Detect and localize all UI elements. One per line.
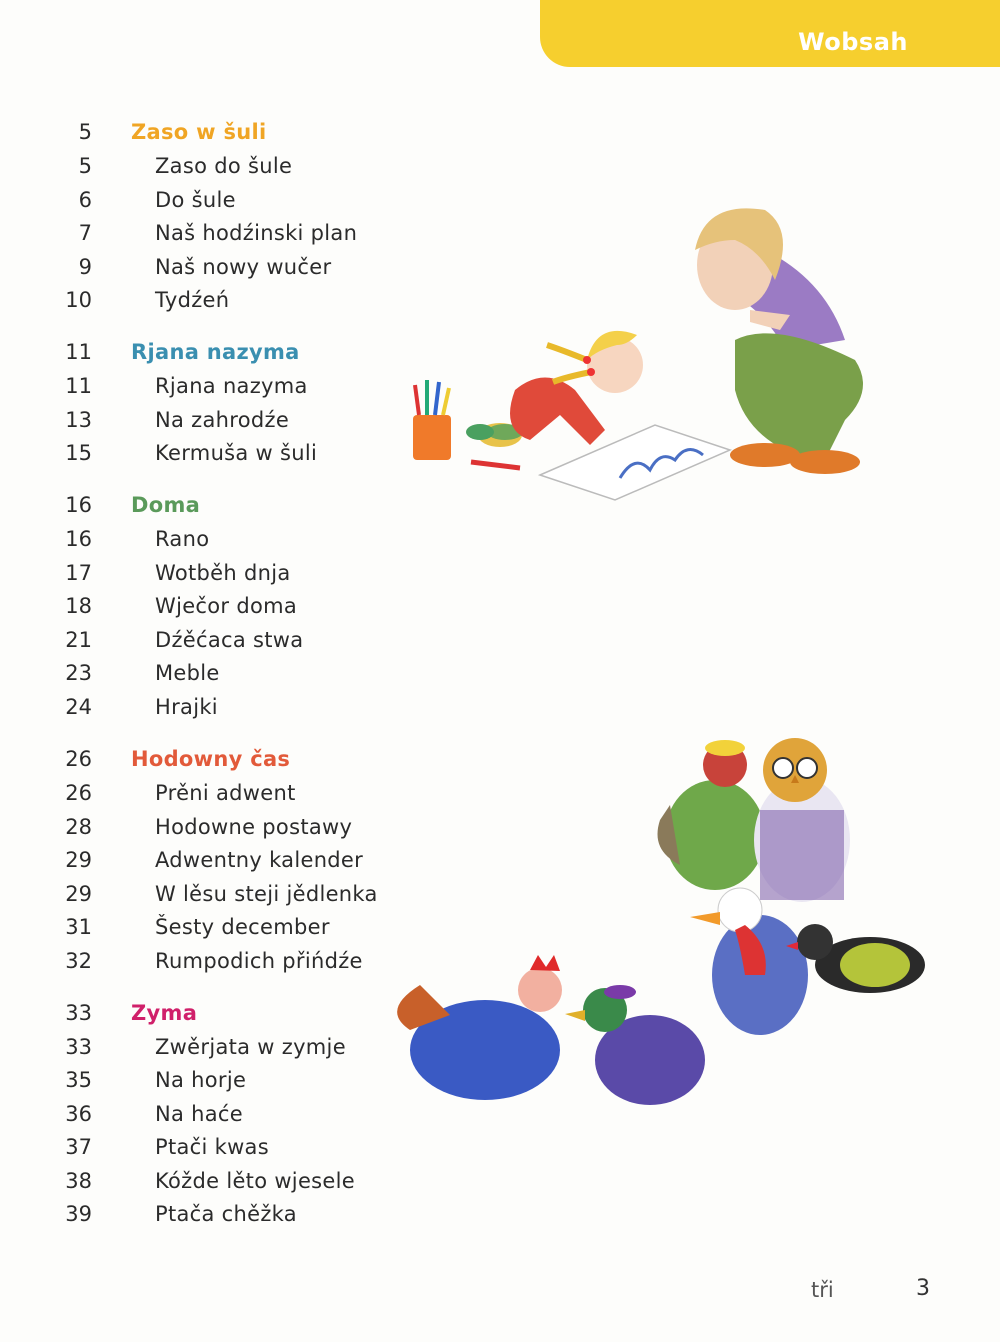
toc-entry[interactable] <box>0 692 400 722</box>
toc-entry-title: Naš hodźinski plan <box>155 221 358 245</box>
toc-page-number: 39 <box>65 1202 92 1226</box>
toc-entry[interactable] <box>0 591 400 621</box>
toc-page-number: 5 <box>78 120 92 144</box>
adult-trousers-illustration <box>735 333 863 460</box>
child-sweater-illustration <box>510 378 605 446</box>
toc-page-number: 28 <box>65 815 92 839</box>
toc-entry[interactable] <box>0 252 400 282</box>
toc-entry[interactable] <box>0 1065 400 1095</box>
birds-illustration <box>390 730 950 1130</box>
toc-entry-title: Rano <box>155 527 210 551</box>
toc-entry-title: W lěsu steji jědlenka <box>155 882 378 906</box>
toc-section-title: Zaso w šuli <box>131 120 267 144</box>
toc-page-number: 6 <box>78 188 92 212</box>
toc-section-title: Hodowny čas <box>131 747 291 771</box>
toc-page-number: 5 <box>78 154 92 178</box>
toc-entry-title: Rumpodich přińdźe <box>155 949 363 973</box>
toc-page-number: 23 <box>65 661 92 685</box>
toc-entry-title: Ptači kwas <box>155 1135 269 1159</box>
toc-page-number: 11 <box>65 374 92 398</box>
toc-section-heading[interactable] <box>0 337 400 367</box>
toc-entry-title: Rjana nazyma <box>155 374 308 398</box>
pheasant-illustration <box>665 780 765 890</box>
toc-section-title: Doma <box>131 493 201 517</box>
toc-entry-title: Na horje <box>155 1068 247 1092</box>
toc-section-heading[interactable] <box>0 490 400 520</box>
toc-entry-title: Tydźeń <box>155 288 230 312</box>
toc-page-number: 33 <box>65 1035 92 1059</box>
pencil-cup-illustration <box>413 415 451 460</box>
toc-page-number: 24 <box>65 695 92 719</box>
toc-entry[interactable] <box>0 625 400 655</box>
toc-entry-title: Meble <box>155 661 220 685</box>
toc-entry-title: Hodowne postawy <box>155 815 353 839</box>
toc-entry-title: Ptača chěžka <box>155 1202 297 1226</box>
toc-entry[interactable] <box>0 812 400 842</box>
toc-page-number: 11 <box>65 340 92 364</box>
toc-page-number: 26 <box>65 781 92 805</box>
toc-entry-title: Zaso do šule <box>155 154 293 178</box>
toc-page-number: 33 <box>65 1001 92 1025</box>
toc-entry-title: Dźěćaca stwa <box>155 628 304 652</box>
toc-entry-title: Kóžde lěto wjesele <box>155 1169 355 1193</box>
toc-entry[interactable] <box>0 524 400 554</box>
toc-entry[interactable] <box>0 946 400 976</box>
toc-page-number: 38 <box>65 1169 92 1193</box>
toc-section-title: Rjana nazyma <box>131 340 300 364</box>
toc-entry[interactable] <box>0 218 400 248</box>
toc-entry[interactable] <box>0 438 400 468</box>
toc-page-number: 36 <box>65 1102 92 1126</box>
toc-section-heading[interactable] <box>0 998 400 1028</box>
toc-entry-title: Naš nowy wučer <box>155 255 332 279</box>
page-number-word: tři <box>811 1278 834 1302</box>
toc-entry[interactable] <box>0 185 400 215</box>
toc-entry-title: Zwěrjata w zymje <box>155 1035 346 1059</box>
toc-page-number: 35 <box>65 1068 92 1092</box>
toc-page-number: 13 <box>65 408 92 432</box>
toc-entry-title: Na zahrodźe <box>155 408 290 432</box>
toc-entry[interactable] <box>0 1199 400 1229</box>
toc-entry-title: Kermuša w šuli <box>155 441 318 465</box>
toc-entry[interactable] <box>0 285 400 315</box>
toc-page-number: 16 <box>65 493 92 517</box>
toc-page-number: 29 <box>65 882 92 906</box>
toc-entry-title: Hrajki <box>155 695 218 719</box>
toc-page-number: 15 <box>65 441 92 465</box>
toc-page-number: 32 <box>65 949 92 973</box>
toc-entry[interactable] <box>0 845 400 875</box>
toc-page-number: 29 <box>65 848 92 872</box>
toc-entry-title: Wječor doma <box>155 594 298 618</box>
page-number: 3 <box>916 1276 930 1301</box>
toc-page-number: 21 <box>65 628 92 652</box>
toc-entry-title: Na haće <box>155 1102 243 1126</box>
toc-entry-title: Adwentny kalender <box>155 848 364 872</box>
page-title: Wobsah <box>798 28 908 56</box>
toc-entry-title: Prěni adwent <box>155 781 296 805</box>
toc-page-number: 37 <box>65 1135 92 1159</box>
toc-page-number: 26 <box>65 747 92 771</box>
toc-entry[interactable] <box>0 912 400 942</box>
toc-page-number: 17 <box>65 561 92 585</box>
toc-entry-title: Do šule <box>155 188 236 212</box>
toc-page-number: 7 <box>78 221 92 245</box>
drawing-child-illustration <box>405 200 875 505</box>
header-tab <box>540 0 1000 67</box>
toc-section-heading[interactable] <box>0 744 400 774</box>
toc-section-title: Zyma <box>131 1001 198 1025</box>
toc-entry[interactable] <box>0 151 400 181</box>
toc-entry[interactable] <box>0 778 400 808</box>
toc-entry[interactable] <box>0 879 400 909</box>
toc-page-number: 18 <box>65 594 92 618</box>
toc-page-number: 31 <box>65 915 92 939</box>
toc-entry-title: Wotběh dnja <box>155 561 291 585</box>
toc-entry[interactable] <box>0 1032 400 1062</box>
toc-entry[interactable] <box>0 1132 400 1162</box>
toc-entry-title: Šesty december <box>155 915 330 939</box>
toc-entry[interactable] <box>0 658 400 688</box>
toc-page-number: 16 <box>65 527 92 551</box>
toc-page-number: 10 <box>65 288 92 312</box>
toc-entry[interactable] <box>0 1166 400 1196</box>
toc-entry[interactable] <box>0 1099 400 1129</box>
toc-entry[interactable] <box>0 558 400 588</box>
toc-entry[interactable] <box>0 371 400 401</box>
toc-page-number: 9 <box>78 255 92 279</box>
toc-section-heading[interactable] <box>0 117 400 147</box>
toc-entry[interactable] <box>0 405 400 435</box>
